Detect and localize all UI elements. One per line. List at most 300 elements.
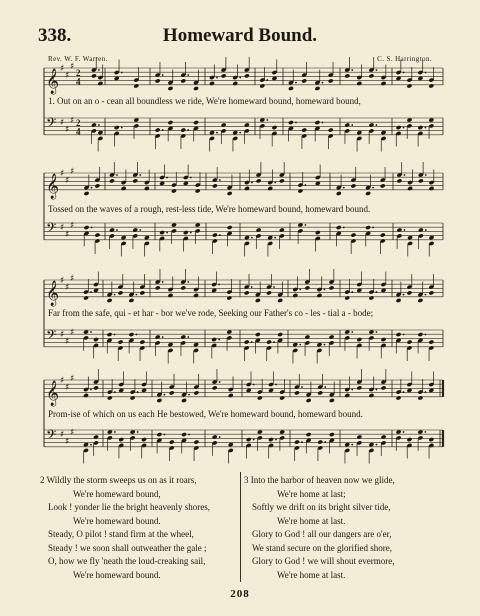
dot [351, 389, 353, 391]
dot [253, 384, 255, 386]
note-head [381, 81, 387, 86]
verse-3-line: Glory to God ! we will shout evermore, [252, 556, 395, 566]
sharp-sign: ♯ [65, 337, 70, 347]
dot [266, 79, 268, 81]
note-head [155, 128, 161, 133]
dot [187, 74, 189, 76]
dot [162, 336, 164, 338]
dot [163, 434, 165, 436]
note-head [180, 78, 186, 83]
note-head [288, 120, 294, 125]
dot [324, 344, 326, 346]
note-head [381, 385, 387, 390]
note-head [288, 86, 294, 91]
note-head [183, 230, 189, 235]
note-head [132, 178, 138, 183]
dot [403, 294, 405, 296]
note-head [306, 432, 312, 437]
note-head [97, 81, 103, 86]
dot [425, 229, 427, 231]
note-head [418, 227, 424, 232]
verse-3-line: We stand secure on the glorified shore, [252, 542, 392, 553]
hymn-title: Homeward Bound. [162, 25, 318, 46]
dot [91, 227, 93, 229]
dot [351, 124, 353, 126]
sharp-sign: ♯ [70, 374, 75, 384]
sharp-sign: ♯ [70, 167, 75, 177]
sharp-sign: ♯ [60, 64, 65, 74]
note-head [181, 432, 187, 437]
note-head [297, 188, 303, 193]
verse-2-line: Steady, O pilot ! stand firm at the wheel, [48, 529, 194, 539]
note-head [301, 128, 307, 133]
sharp-sign: ♯ [65, 283, 70, 293]
dot [376, 69, 378, 71]
note-head [365, 225, 371, 230]
note-head [169, 390, 175, 395]
note-head [317, 440, 323, 445]
note-head [428, 290, 434, 295]
dot [162, 281, 164, 283]
note-head [396, 178, 402, 183]
note-head [156, 432, 162, 437]
dot [114, 294, 116, 296]
note-head [128, 332, 134, 337]
note-head [329, 285, 335, 290]
note-head [428, 340, 434, 345]
dot [166, 177, 168, 179]
sharp-sign: ♯ [60, 223, 65, 233]
dot [376, 389, 378, 391]
note-head [118, 340, 124, 345]
note-head [133, 83, 139, 88]
verse-2-line: Look ! yonder lie the bright heavenly shores, [48, 502, 210, 512]
sharp-sign: ♯ [65, 71, 70, 81]
dot [343, 187, 345, 189]
note-head [329, 432, 335, 437]
note-head [244, 186, 250, 191]
note-head [83, 295, 89, 300]
dot [91, 187, 93, 189]
note-head [279, 395, 285, 400]
dot [187, 129, 189, 131]
note-head [212, 434, 218, 439]
dot [219, 234, 221, 236]
dot [251, 182, 253, 184]
note-head [255, 332, 261, 337]
note-head [356, 385, 362, 390]
note-head [259, 83, 265, 88]
note-head [292, 293, 298, 298]
dot [90, 389, 92, 391]
sharp-sign: ♯ [65, 176, 70, 186]
note-head [227, 225, 233, 230]
note-head [159, 230, 165, 235]
dot [275, 439, 277, 441]
note-head [336, 225, 342, 230]
note-head [144, 186, 150, 191]
dot [188, 434, 190, 436]
sharp-sign: ♯ [70, 221, 75, 231]
note-head [350, 233, 356, 238]
dot [351, 331, 353, 333]
note-head [169, 440, 175, 445]
note-head [211, 337, 217, 342]
note-head [107, 332, 113, 337]
note-head [368, 73, 374, 78]
note-head [279, 227, 285, 232]
dot [121, 72, 123, 74]
dot [188, 394, 190, 396]
note-head [141, 437, 147, 442]
note-head [356, 81, 362, 86]
note-head [267, 186, 273, 191]
dot [403, 431, 405, 433]
dot [305, 224, 307, 226]
dot [163, 394, 165, 396]
author-credit: Rev. W. F. Warren. [48, 55, 108, 63]
note-head [368, 122, 374, 127]
dot [305, 184, 307, 186]
note-head [417, 298, 423, 303]
note-head [168, 293, 174, 298]
lyric-line-3: Far from the safe, qui - et har - bor we've rode, Seeking our Father's co - les - tial a - bode; [48, 308, 374, 318]
composer-credit: C. S. Harrington. [377, 55, 432, 63]
sharp-sign: ♯ [65, 230, 70, 240]
sharp-sign: ♯ [70, 328, 75, 338]
note-head [316, 293, 322, 298]
note-head [301, 78, 307, 83]
note-head [380, 183, 386, 188]
sharp-sign: ♯ [70, 274, 75, 284]
dot [218, 339, 220, 341]
dot [219, 179, 221, 181]
note-head [344, 73, 350, 78]
note-head [417, 395, 423, 400]
note-head [121, 186, 127, 191]
dot [351, 69, 353, 71]
dot [114, 334, 116, 336]
note-head [315, 86, 321, 91]
note-head [428, 83, 434, 88]
note-head [381, 337, 387, 342]
note-head [279, 178, 285, 183]
note-head [168, 120, 174, 125]
dot [376, 124, 378, 126]
dot [351, 291, 353, 293]
note-head [266, 340, 272, 345]
bass-clef: 𝄢 [46, 115, 57, 134]
note-head [350, 183, 356, 188]
note-head [212, 385, 218, 390]
dot [251, 286, 253, 288]
dot [251, 341, 253, 343]
note-head [396, 395, 402, 400]
note-head [227, 191, 233, 196]
verse-3-line: Softly we drift on its bright silver tide, [252, 502, 391, 512]
dot [404, 174, 406, 176]
dot [239, 77, 241, 79]
verse-2-line: Steady ! we soon shall outweather the gale ; [48, 542, 207, 553]
dot [251, 237, 253, 239]
music-system-3 [0, 272, 480, 382]
sharp-sign: ♯ [65, 125, 70, 135]
dot [295, 82, 297, 84]
lyric-line-2: Tossed on the waves of a rough, rest-less tide, We're homeward bound, homeward bound. [48, 204, 371, 214]
note-head [368, 393, 374, 398]
dot [114, 391, 116, 393]
dot [137, 391, 139, 393]
note-head [306, 398, 312, 403]
dot [372, 227, 374, 229]
note-head [368, 295, 374, 300]
note-head [315, 120, 321, 125]
note-head [329, 334, 335, 339]
note-head [221, 73, 227, 78]
note-head [344, 393, 350, 398]
dot [273, 286, 275, 288]
note-head [228, 393, 234, 398]
dot [343, 227, 345, 229]
dot [98, 124, 100, 126]
note-head [336, 191, 342, 196]
dot [219, 381, 221, 383]
dot [299, 289, 301, 291]
lyric-line-4: Prom-ise of which on us each He bestowed, We're homeward bound, homeward bound. [48, 409, 363, 419]
dot [301, 441, 303, 443]
dot [403, 72, 405, 74]
time-signature-top: 2 [76, 68, 81, 78]
verse-3-line: 3 Into the harbor of heaven now we glide, [244, 475, 395, 485]
note-head [407, 437, 413, 442]
note-head [155, 334, 161, 339]
dot [425, 334, 427, 336]
dot [121, 127, 123, 129]
note-head [94, 233, 100, 238]
verse-2 [40, 474, 210, 582]
note-head [244, 290, 250, 295]
note-head [107, 395, 113, 400]
dot [162, 74, 164, 76]
treble-clef: 𝄞 [46, 173, 60, 199]
note-head [381, 434, 387, 439]
note-head [156, 398, 162, 403]
treble-clef: 𝄞 [46, 280, 60, 306]
note-head [328, 78, 334, 83]
sharp-sign: ♯ [60, 376, 65, 386]
dot [351, 444, 353, 446]
time-signature-bottom: 4 [76, 126, 81, 137]
note-head [396, 298, 402, 303]
note-head [244, 122, 250, 127]
note-head [83, 393, 89, 398]
verse-2-line: We're homeward bound, [73, 488, 161, 499]
note-head [266, 290, 272, 295]
note-head [244, 340, 250, 345]
dot [218, 284, 220, 286]
note-head [396, 227, 402, 232]
dot [190, 177, 192, 179]
verse-3-line: We're home at last. [277, 569, 346, 580]
note-head [109, 227, 115, 232]
dot [275, 384, 277, 386]
note-head [257, 395, 263, 400]
note-head [180, 285, 186, 290]
note-head [380, 233, 386, 238]
note-head [128, 298, 134, 303]
verse-divider [240, 472, 241, 582]
dot [162, 129, 164, 131]
note-head [294, 440, 300, 445]
note-head [244, 73, 250, 78]
note-head [118, 437, 124, 442]
dot [187, 336, 189, 338]
dot [98, 69, 100, 71]
note-head [168, 86, 174, 91]
note-head [246, 437, 252, 442]
note-head [356, 434, 362, 439]
dot [116, 174, 118, 176]
dot [266, 119, 268, 121]
dot [139, 174, 141, 176]
note-head [221, 122, 227, 127]
note-head [417, 125, 423, 130]
verse-3 [244, 474, 395, 582]
note-head [91, 122, 97, 127]
bass-clef: 𝄢 [46, 220, 57, 239]
note-head [418, 178, 424, 183]
note-head [304, 334, 310, 339]
note-head [193, 293, 199, 298]
note-head [94, 183, 100, 188]
note-head [255, 298, 261, 303]
note-head [107, 298, 113, 303]
note-head [356, 337, 362, 342]
dot [403, 334, 405, 336]
dot [425, 294, 427, 296]
dot [90, 291, 92, 293]
treble-clef: 𝄞 [46, 68, 60, 94]
dot [239, 132, 241, 134]
treble-clef: 𝄞 [46, 380, 60, 406]
lyric-line-1: 1. Out on an o - cean all boundless we ride, We're homeward bound, homeward bound, [48, 96, 361, 106]
dot [425, 127, 427, 129]
note-head [118, 290, 124, 295]
dot [295, 122, 297, 124]
note-head [226, 295, 232, 300]
note-head [428, 437, 434, 442]
note-head [130, 395, 136, 400]
note-head [407, 83, 413, 88]
note-head [396, 125, 402, 130]
sharp-sign: ♯ [60, 169, 65, 179]
note-head [294, 390, 300, 395]
note-head [277, 332, 283, 337]
note-head [91, 73, 97, 78]
note-head [93, 385, 99, 390]
note-head [344, 122, 350, 127]
music-system-1 [0, 60, 480, 170]
note-head [209, 81, 215, 86]
note-head [93, 337, 99, 342]
note-head [193, 120, 199, 125]
note-head [407, 290, 413, 295]
dot [425, 72, 427, 74]
note-head [212, 183, 218, 188]
verse-2-line: O, how we fly 'neath the loud-creaking sail, [48, 556, 206, 566]
note-head [139, 290, 145, 295]
note-head [268, 437, 274, 442]
dot [403, 391, 405, 393]
verse-2-line: We're homeward bound. [73, 515, 161, 526]
note-head [256, 178, 262, 183]
dot [219, 436, 221, 438]
dot [274, 182, 276, 184]
note-head [181, 398, 187, 403]
note-head [429, 186, 435, 191]
note-head [277, 298, 283, 303]
note-head [256, 227, 262, 232]
verse-3-line: We're home at last; [277, 488, 346, 499]
verse-2-line: We're homeward bound. [73, 569, 161, 580]
bass-clef: 𝄢 [46, 427, 57, 446]
note-head [317, 390, 323, 395]
note-head [272, 125, 278, 130]
note-head [365, 191, 371, 196]
note-head [232, 81, 238, 86]
note-head [193, 86, 199, 91]
dot [273, 341, 275, 343]
note-head [171, 188, 177, 193]
dot [253, 439, 255, 441]
note-head [195, 188, 201, 193]
sharp-sign: ♯ [65, 383, 70, 393]
note-head [84, 225, 90, 230]
dot [190, 232, 192, 234]
note-head [180, 334, 186, 339]
time-signature-top: 2 [76, 118, 81, 128]
note-head [344, 295, 350, 300]
sharp-sign: ♯ [70, 116, 75, 126]
dot [114, 431, 116, 433]
sharp-sign: ♯ [70, 62, 75, 72]
note-head [93, 434, 99, 439]
note-head [396, 332, 402, 337]
dot [376, 291, 378, 293]
music-system-2 [0, 165, 480, 275]
dot [322, 122, 324, 124]
note-head [417, 332, 423, 337]
note-head [193, 440, 199, 445]
note-head [180, 128, 186, 133]
dot [274, 237, 276, 239]
note-head [139, 340, 145, 345]
music-system-4 [0, 372, 480, 482]
dot [299, 344, 301, 346]
dot [324, 289, 326, 291]
page-number: 208 [230, 588, 250, 600]
dot [216, 132, 218, 134]
bass-clef: 𝄢 [46, 327, 57, 346]
verse-3-line: We're home at last. [277, 515, 346, 526]
note-head [407, 186, 413, 191]
dot [137, 431, 139, 433]
hymn-number: 338. [38, 25, 72, 46]
dot [322, 82, 324, 84]
dot [376, 331, 378, 333]
verse-2-line: 2 Wildly the storm sweeps us on as it roars, [40, 475, 197, 485]
time-signature-bottom: 4 [76, 76, 81, 87]
